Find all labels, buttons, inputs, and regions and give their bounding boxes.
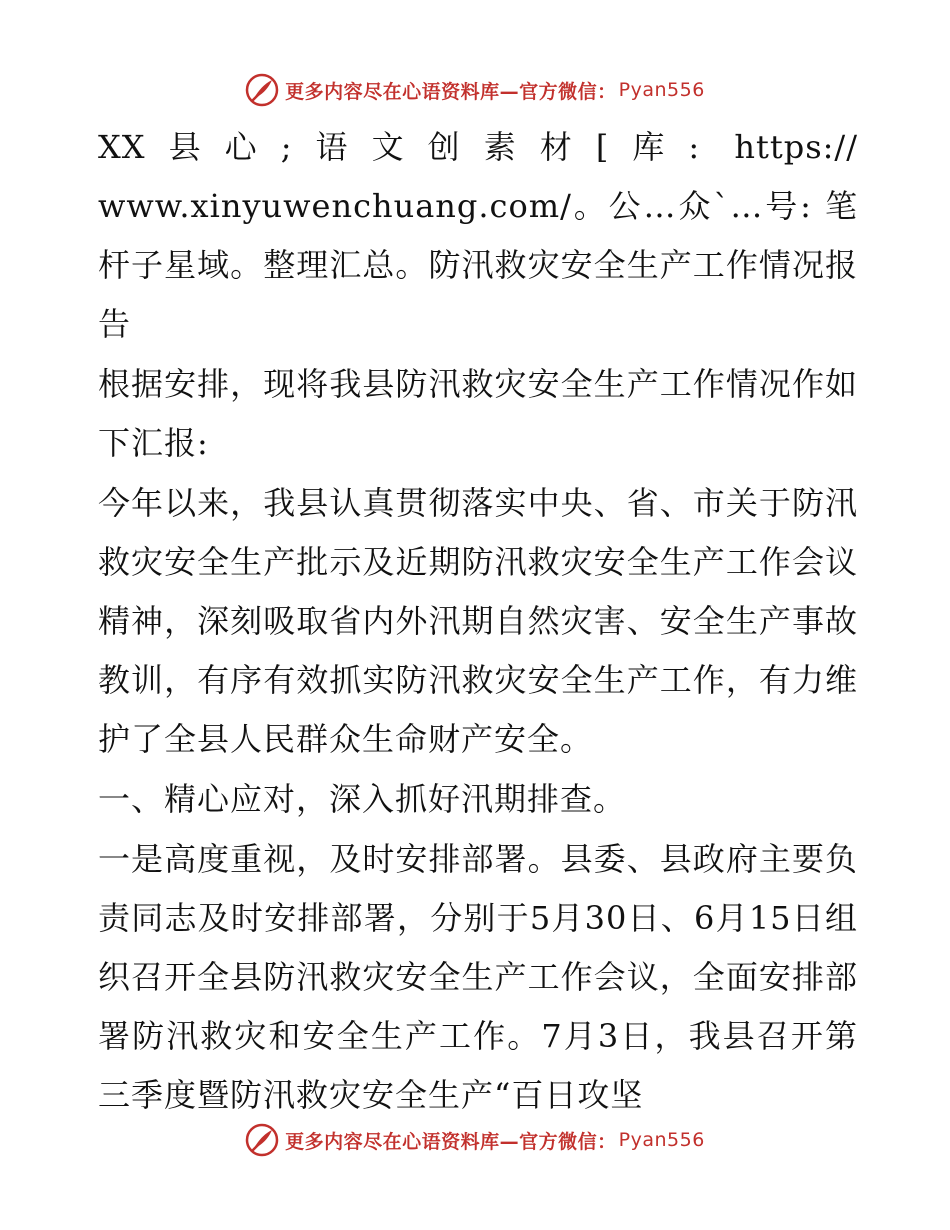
document-paragraph: 一是高度重视，及时安排部署。县委、县政府主要负责同志及时安排部署，分别于5月30日、6月15日组织召开全县防汛救灾安全生产工作会议，全面安排部署防汛救灾和安全生产工作。7月3日，我县召开第三季度暨防汛救灾安全生产“百日攻坚 — [98, 840, 858, 1114]
watermark-text: 更多内容尽在心语资料库—官方微信： — [285, 80, 617, 103]
document-paragraph: 今年以来，我县认真贯彻落实中央、省、市关于防汛救灾安全生产批示及近期防汛救灾安全生产工作会议精神，深刻吸取省内外汛期自然灾害、安全生产事故教训，有序有效抓实防汛救灾安全生产工作，有力维护了全县人民群众生命财产安全。 — [98, 484, 858, 758]
document-paragraph: 根据安排，现将我县防汛救灾安全生产工作情况作如下汇报: — [98, 365, 858, 462]
document-body — [98, 118, 858, 1125]
section-heading: 一、精心应对，深入抓好汛期排查。 — [98, 780, 627, 818]
document-paragraph: XX县心;语文创素材[库: https:// www.xinyuwenchuang.com/。公…众`…号: 笔杆子星域。整理汇总。防汛救灾安全生产工作情况报告 — [98, 128, 858, 343]
quill-pen-icon — [245, 73, 279, 107]
footer-watermark — [0, 1120, 950, 1160]
header-watermark — [0, 70, 950, 110]
quill-pen-icon — [245, 1123, 279, 1157]
watermark-wechat-id: Pyan556 — [618, 79, 705, 101]
watermark-text: 更多内容尽在心语资料库—官方微信： — [285, 1130, 617, 1153]
watermark-wechat-id: Pyan556 — [618, 1129, 705, 1151]
